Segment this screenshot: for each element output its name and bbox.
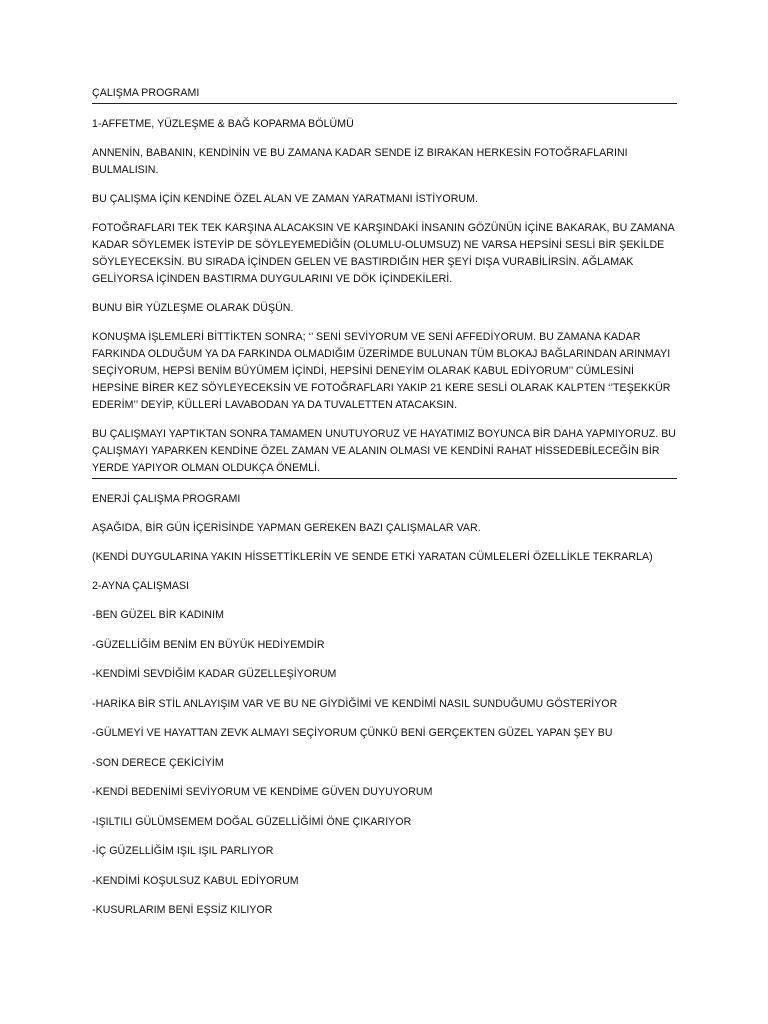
- affirmation-list: [92, 607, 677, 919]
- list-item: -GÜZELLİĞİM BENİM EN BÜYÜK HEDİYEMDİR: [92, 638, 325, 651]
- section-2-note: (KENDİ DUYGULARINA YAKIN HİSSETTİKLERİN VE SENDE ETKİ YARATAN CÜMLELERİ ÖZELLİKLE TEKRARLA): [92, 551, 653, 563]
- list-item: -KUSURLARIM BENİ EŞSİZ KILIYOR: [92, 904, 273, 916]
- list-item: -KENDİ BEDENİMİ SEVİYORUM VE KENDİME GÜVEN DUYUYORUM: [92, 786, 433, 798]
- paragraph-confrontation: BUNU BİR YÜZLEŞME OLARAK DÜŞÜN.: [92, 302, 294, 314]
- list-item: -HARİKA BİR STİL ANLAYIŞIM VAR VE BU NE GİYDİĞİMİ VE KENDİMİ NASIL SUNDUĞUMU GÖSTERİYOR: [92, 697, 618, 710]
- document-title: ÇALIŞMA PROGRAMI: [92, 85, 677, 104]
- list-item: -IŞILTILI GÜLÜMSEMEM DOĞAL GÜZELLİĞİMİ ÖNE ÇIKARIYOR: [92, 815, 412, 828]
- section-2-title: ENERJİ ÇALIŞMA PROGRAMI: [92, 493, 241, 505]
- list-item: -GÜLMEYİ VE HAYATTAN ZEVK ALMAYI SEÇİYORUM ÇÜNKÜ BENİ GERÇEKTEN GÜZEL YAPAN ŞEY BU: [92, 727, 613, 739]
- section-2-intro: AŞAĞIDA, BİR GÜN İÇERİSİNDE YAPMAN GEREKEN BAZI ÇALIŞMALAR VAR.: [92, 522, 481, 534]
- paragraph-forgiveness: KONUŞMA İŞLEMLERİ BİTTİKTEN SONRA; ‘’ SENİ SEVİYORUM VE SENİ AFFEDİYORUM. BU ZAMANA KADAR FARKINDA OLDUĞUM YA DA FARKINDA OLMADIĞIM ÜZERİMDE BULUNAN TÜM BLOKAJ BAĞLARINDAN ARINMAYI SEÇİYORUM, HEPSİ BENİM BÜYÜMEM İÇİNDİ, HEPSİNİ DENEYİM OLARAK KABUL EDİYORUM’’ CÜMLESİNİ HEPSİNE BİRER KEZ SÖYLEYECEKSİN VE FOTOĞRAFLARI YAKIP 21 KERE SESLİ OLARAK KALPTEN ‘’TEŞEKKÜR EDERİM’’ DEYİP, KÜLLERİ LAVABODAN YA DA TUVALETTEN ATACAKSIN.: [92, 331, 671, 411]
- list-item: -KENDİMİ KOŞULSUZ KABUL EDİYORUM: [92, 874, 299, 887]
- paragraph-photos: ANNENİN, BABANIN, KENDİNİN VE BU ZAMANA KADAR SENDE İZ BIRAKAN HERKESİN FOTOĞRAFLARINI BULMALISIN.: [92, 147, 628, 176]
- mirror-exercise-heading: 2-AYNA ÇALIŞMASI: [92, 580, 190, 592]
- paragraph-closing: BU ÇALIŞMAYI YAPTIKTAN SONRA TAMAMEN UNUTUYORUZ VE HAYATIMIZ BOYUNCA BİR DAHA YAPMIYORUZ. BU ÇALIŞMAYI YAPARKEN KENDİNE ÖZEL ZAMAN VE ALANIN OLMASI VE KENDİNİ RAHAT HİSSEDEBİLECEĞİN BİR YERDE YAPIYOR OLMAN OLDUKÇA ÖNEMLİ.: [92, 426, 677, 479]
- list-item: -İÇ GÜZELLİĞİM IŞIL IŞIL PARLIYOR: [92, 845, 274, 857]
- section-1-heading: 1-AFFETME, YÜZLEŞME & BAĞ KOPARMA BÖLÜMÜ: [92, 118, 354, 130]
- list-item: -SON DERECE ÇEKİCİYİM: [92, 756, 224, 769]
- paragraph-private-space: BU ÇALIŞMA İÇİN KENDİNE ÖZEL ALAN VE ZAMAN YARATMANI İSTİYORUM.: [92, 193, 478, 205]
- list-item: -KENDİMİ SEVDİĞİM KADAR GÜZELLEŞİYORUM: [92, 668, 337, 680]
- paragraph-speak-aloud: FOTOĞRAFLARI TEK TEK KARŞINA ALACAKSIN VE KARŞINDAKİ İNSANIN GÖZÜNÜN İÇİNE BAKARAK, BU ZAMANA KADAR SÖYLEMEK İSTEYİP DE SÖYLEYEMEDİĞİN (OLUMLU-OLUMSUZ) NE VARSA HEPSİNİ SESLİ BİR ŞEKİLDE SÖYLEYECEKSİN. BU SIRADA İÇİNDEN GELEN VE BASTIRDIĞIN HER ŞEYİ DIŞA VURABİLİRSİN. AĞLAMAK GELİYORSA İÇİNDEN BASTIRMA DUYGULARINI VE DÖK İÇİNDEKİLERİ.: [92, 222, 675, 285]
- document-page: [92, 85, 677, 932]
- list-item: -BEN GÜZEL BİR KADINIM: [92, 609, 224, 621]
